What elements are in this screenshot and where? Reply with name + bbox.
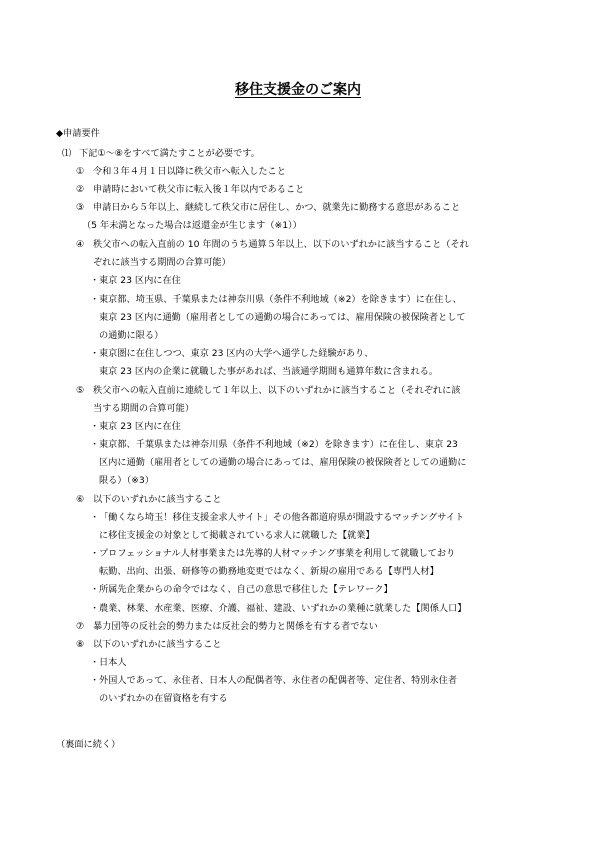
item-3-note: （5 年未満となった場合は返還金が生じます（※1）） xyxy=(82,220,302,231)
item-3 xyxy=(76,202,460,214)
item-text: 以下のいずれかに該当すること xyxy=(93,639,222,650)
item-4-bullet-3 xyxy=(90,348,373,360)
item-7 xyxy=(76,621,378,633)
item-4-bullet-1 xyxy=(90,275,181,287)
item-number: ② xyxy=(76,184,85,195)
bullet-mark: ・ xyxy=(90,421,100,432)
item-8-bullet-2 xyxy=(90,675,457,687)
item-6-bullet-2-line-2: 転勤、出向、出張、研修等の勤務地変更ではなく、新規の雇用である【専門人材】 xyxy=(99,566,439,577)
item-5-bullet-2-line-2: 区内に通勤（雇用者としての通勤の場合にあっては、雇用保険の被保険者としての通勤に xyxy=(99,457,467,468)
item-8-bullet-1 xyxy=(90,657,127,669)
bullet-text: 農業、林業、水産業、医療、介護、福祉、建設、いずれかの業種に就業した【関係人口】 xyxy=(99,603,467,614)
item-5-bullet-2-line-3: 限る）（※3） xyxy=(99,475,154,486)
bullet-text: 東京都、埼玉県、千葉県または神奈川県（条件不利地域（※2）を除きます）に在住し、 xyxy=(99,294,462,305)
item-6-bullet-1 xyxy=(90,512,464,524)
item-8 xyxy=(76,639,222,651)
bullet-text: 東京都、千葉県または神奈川県（条件不利地域（※2）を除きます）に在住し、東京 23 xyxy=(99,439,458,450)
item-6 xyxy=(76,494,222,506)
item-4-continuation: ぞれに該当する期間の合算可能） xyxy=(93,257,231,268)
bullet-text: 東京 23 区内に在住 xyxy=(99,275,181,286)
bullet-text: プロフェッショナル人材事業または先導的人材マッチング事業を利用して就職しており xyxy=(99,548,456,559)
item-4 xyxy=(76,239,469,251)
bullet-mark: ・ xyxy=(90,275,100,286)
bullet-text: 日本人 xyxy=(99,657,127,668)
item-number: ⑥ xyxy=(76,494,85,505)
item-2 xyxy=(76,184,304,196)
bullet-text: 所属先企業からの命令ではなく、自己の意思で移住した【テレワーク】 xyxy=(99,584,393,595)
section-heading: ◆申請要件 xyxy=(56,128,100,139)
bullet-mark: ・ xyxy=(90,548,100,559)
item-5-continuation: 当する期間の合算可能） xyxy=(93,403,195,414)
item-5-bullet-1 xyxy=(90,421,181,433)
item-text: 秩父市への転入直前に連続して１年以上、以下のいずれかに該当すること（それぞれに該 xyxy=(93,385,461,396)
item-5 xyxy=(76,385,461,397)
bullet-mark: ・ xyxy=(90,512,100,523)
item-4-bullet-2 xyxy=(90,294,462,306)
item-text: 秩父市への転入直前の 10 年間のうち通算５年以上、以下のいずれかに該当すること（それ xyxy=(93,239,469,250)
item-number: ⑧ xyxy=(76,639,85,650)
item-4-bullet-2-line-3: の通勤に限る） xyxy=(99,330,164,341)
item-number: ⑤ xyxy=(76,385,85,396)
bullet-text: 東京 23 区内に在住 xyxy=(99,421,181,432)
item-6-bullet-4 xyxy=(90,603,467,615)
item-5-bullet-2 xyxy=(90,439,458,451)
bullet-text: 外国人であって、永住者、日本人の配偶者等、永住者の配偶者等、定住者、特別永住者 xyxy=(99,675,458,686)
bullet-text: 東京圏に在住しつつ、東京 23 区内の大学へ通学した経験があり、 xyxy=(99,348,374,359)
requirement-1 xyxy=(62,148,260,160)
item-text: 以下のいずれかに該当すること xyxy=(93,494,222,505)
bullet-mark: ・ xyxy=(90,657,100,668)
item-4-bullet-3-line-2: 東京 23 区内の企業に就職した事があれば、当該通学期間も通算年数に含まれる。 xyxy=(99,366,439,377)
item-1 xyxy=(76,166,286,178)
item-4-bullet-2-line-2: 東京 23 区内に通勤（雇用者としての通勤の場合にあっては、雇用保険の被保険者として xyxy=(99,312,466,323)
requirement-number: ⑴ xyxy=(62,148,72,159)
continued-note: （裏面に続く） xyxy=(56,739,121,750)
bullet-text: 「働くなら埼玉！移住支援金求人サイト」その他各都道府県が開設するマッチングサイト xyxy=(99,512,465,523)
requirement-text: 下記①～⑧をすべて満たすことが必要です。 xyxy=(79,148,260,159)
item-number: ④ xyxy=(76,239,85,250)
item-6-bullet-3 xyxy=(90,584,393,596)
item-text: 申請日から５年以上、継続して秩父市に居住し、かつ、就業先に勤務する意思があること xyxy=(93,202,461,213)
bullet-mark: ・ xyxy=(90,675,100,686)
page-title: 移住支援金のご案内 xyxy=(235,82,361,98)
item-6-bullet-2 xyxy=(90,548,455,560)
bullet-mark: ・ xyxy=(90,348,100,359)
bullet-mark: ・ xyxy=(90,603,100,614)
bullet-mark: ・ xyxy=(90,439,100,450)
item-6-bullet-1-line-2: に移住支援金の対象として掲載されている求人に就職した【就業】 xyxy=(99,530,375,541)
item-text: 暴力団等の反社会的勢力または反社会的勢力と関係を有する者でない xyxy=(93,621,378,632)
item-text: 令和３年４月１日以降に秩父市へ転入したこと xyxy=(93,166,286,177)
item-number: ③ xyxy=(76,202,85,213)
item-8-bullet-2-line-2: のいずれかの在留資格を有する xyxy=(99,693,228,704)
bullet-mark: ・ xyxy=(90,584,100,595)
item-text: 申請時において秩父市に転入後１年以内であること xyxy=(93,184,305,195)
bullet-mark: ・ xyxy=(90,294,100,305)
item-number: ⑦ xyxy=(76,621,85,632)
item-number: ① xyxy=(76,166,85,177)
